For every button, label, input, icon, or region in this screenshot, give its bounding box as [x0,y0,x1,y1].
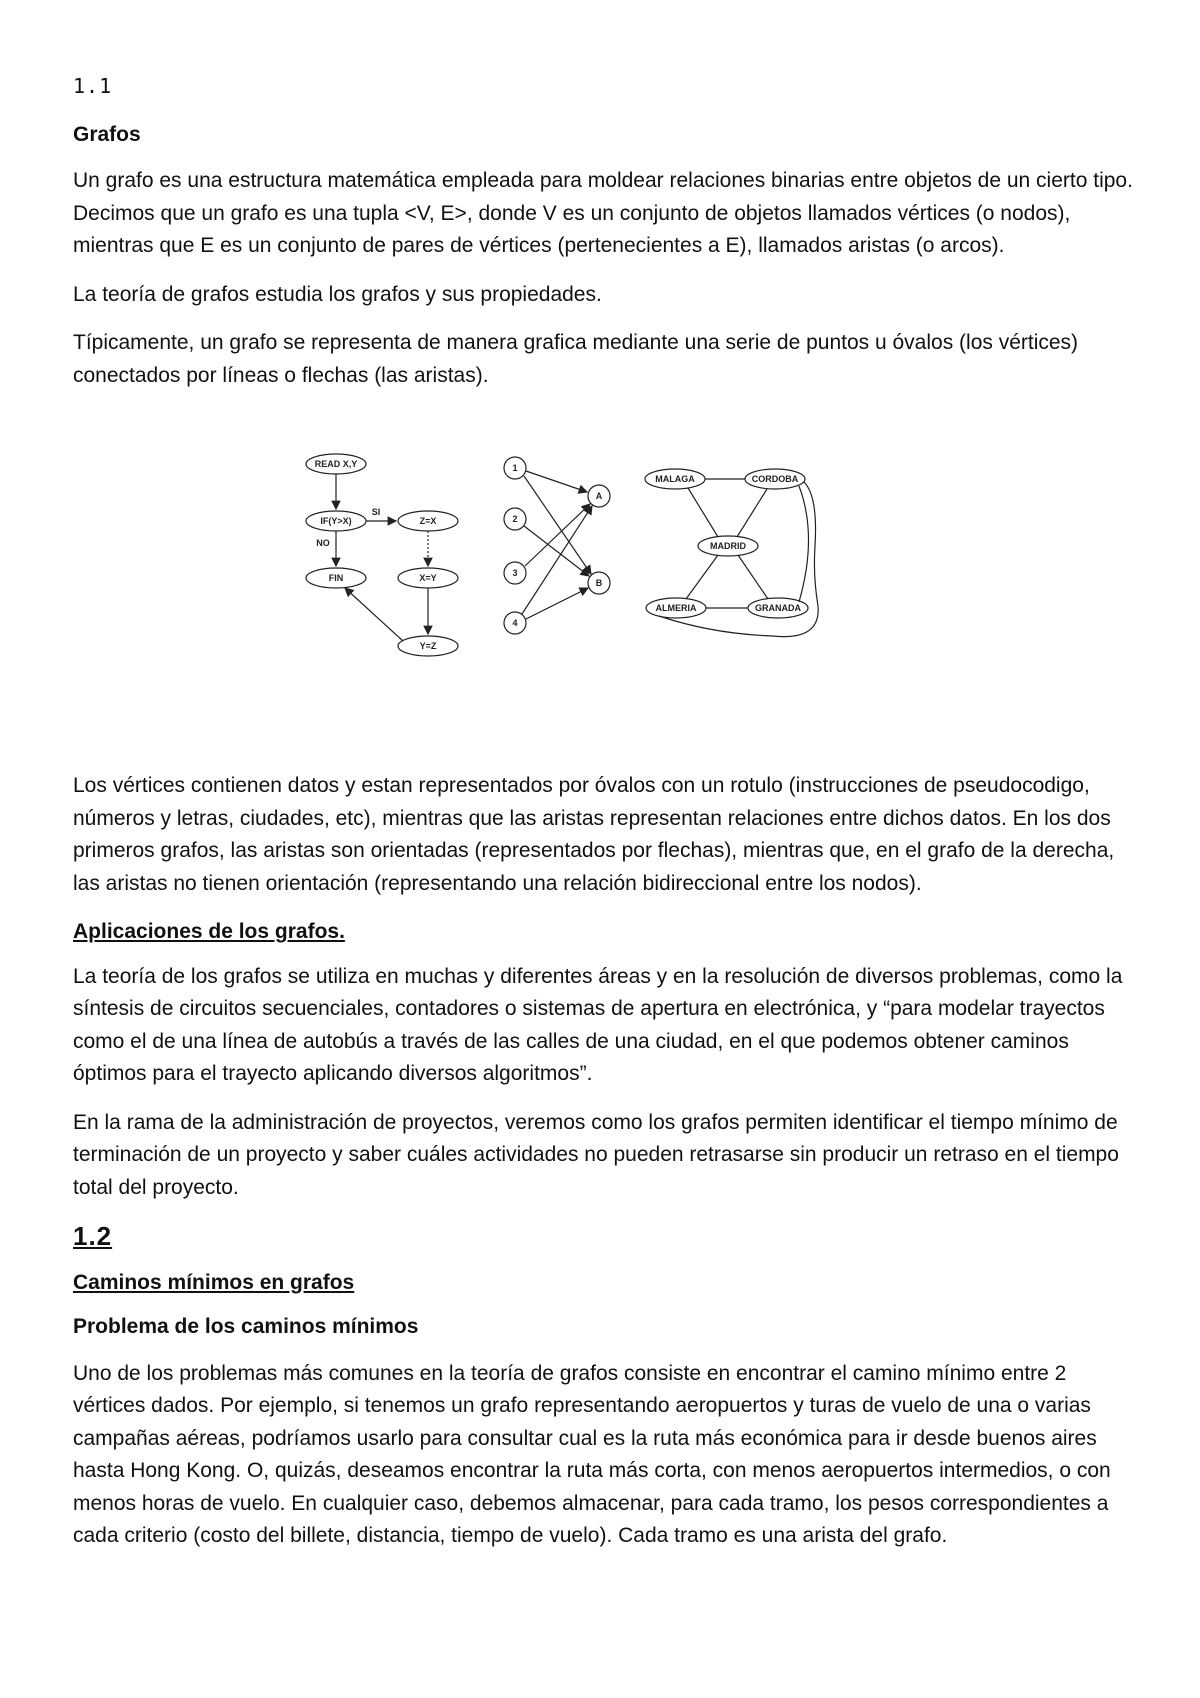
section-number: 1.1 [73,74,113,98]
bipartite-edge [524,526,589,576]
section-number: 1.2 [73,1221,113,1251]
city-node-label: ALMERIA [655,603,697,613]
flow-node-label: FIN [328,573,344,583]
bipartite-node-label: 3 [512,568,518,578]
section-subtitle: Aplicaciones de los grafos. [73,920,345,943]
city-edge [737,489,767,537]
section-title: Grafos [73,122,141,146]
paragraph: Típicamente, un grafo se representa de manera grafica mediante una serie de puntos u óvalos (los vértices) conectados por líneas o flechas (las aristas). [73,331,1079,387]
city-node-label: MALAGA [655,474,695,484]
city-edge [659,482,818,637]
flow-node-label: READ X,Y [314,459,358,469]
city-node-label: GRANADA [755,603,801,613]
city-edge [686,555,718,599]
bipartite-node-label: 4 [512,618,518,628]
city-edge [799,486,809,602]
paragraph: Un grafo es una estructura matemática empleada para moldear relaciones binarias entre objetos de un cierto tipo. Decimos que un grafo es una tupla <V, E>, donde V es un conjunto de objetos llamados vértices (o nodos), mientras que E es un conjunto de pares de vértices (pertenecientes a E), llamados aristas (o arcos). [73,169,1133,257]
flow-node-label: Y=Z [419,641,437,651]
bipartite-node-label: A [595,491,603,501]
flow-node-label: X=Y [419,573,437,583]
section-subtitle: Problema de los caminos mínimos [73,1315,419,1338]
paragraph: En la rama de la administración de proyectos, veremos como los grafos permiten identificar el tiempo mínimo de terminación de un proyecto y saber cuáles actividades no pueden retrasarse sin producir un retraso en el tiempo total del proyecto. [73,1110,1119,1199]
flow-edge-label: NO [316,538,330,548]
section-title: Caminos mínimos en grafos [73,1270,355,1294]
flow-node-label: Z=X [419,516,437,526]
bipartite-node-label: 2 [512,514,518,524]
bipartite-graph [504,457,610,634]
flow-edge-label: SI [371,507,381,517]
paragraph: La teoría de grafos estudia los grafos y sus propiedades. [73,282,602,306]
city-node-label: CORDOBA [751,474,799,484]
graphs-figure [73,416,1133,746]
paragraph: Uno de los problemas más comunes en la teoría de grafos consiste en encontrar el camino mínimo entre 2 vértices dados. Por ejemplo, si tenemos un grafo representando aeropuertos y turas de vuelo de una o varias campañas aéreas, podríamos usarlo para consultar cual es la ruta más económica para ir desde buenos aires hasta Hong Kong. O, quizás, deseamos encontrar la ruta más corta, con menos aeropuertos intermedios, o con menos horas de vuelo. En cualquier caso, debemos almacenar, para cada tramo, los pesos correspondientes a cada criterio (costo del billete, distancia, tiempo de vuelo). Cada tramo es una arista del grafo. [73,1361,1111,1547]
city-edge [688,488,718,537]
paragraph: La teoría de los grafos se utiliza en muchas y diferentes áreas y en la resolución de diversos problemas, como la síntesis de circuitos secuenciales, contadores o sistemas de apertura en electrónica, y “para modelar trayectos como el de una línea de autobús a través de las calles de una ciudad, en el que podemos obtener caminos óptimos para el trayecto aplicando diversos algoritmos”. [73,964,1123,1085]
flow-edge [345,588,403,641]
flow-node-label: IF(Y>X) [320,516,352,526]
bipartite-edge [526,471,587,492]
paragraph: Los vértices contienen datos y estan representados por óvalos con un rotulo (instrucciones de pseudocodigo, números y letras, ciudades, etc), mientras que las aristas representan relaciones entre dichos datos. En los dos primeros grafos, las aristas son orientadas (representados por flechas), mientras que, en el grafo de la derecha, las aristas no tienen orientación (representando una relación bidireccional entre los nodos). [73,774,1115,895]
flowchart-graph [306,454,458,656]
city-node-label: MADRID [710,541,746,551]
document-page [73,62,1133,1569]
city-edge [738,555,768,599]
bipartite-node-label: B [595,578,603,588]
bipartite-node-label: 1 [512,463,518,473]
